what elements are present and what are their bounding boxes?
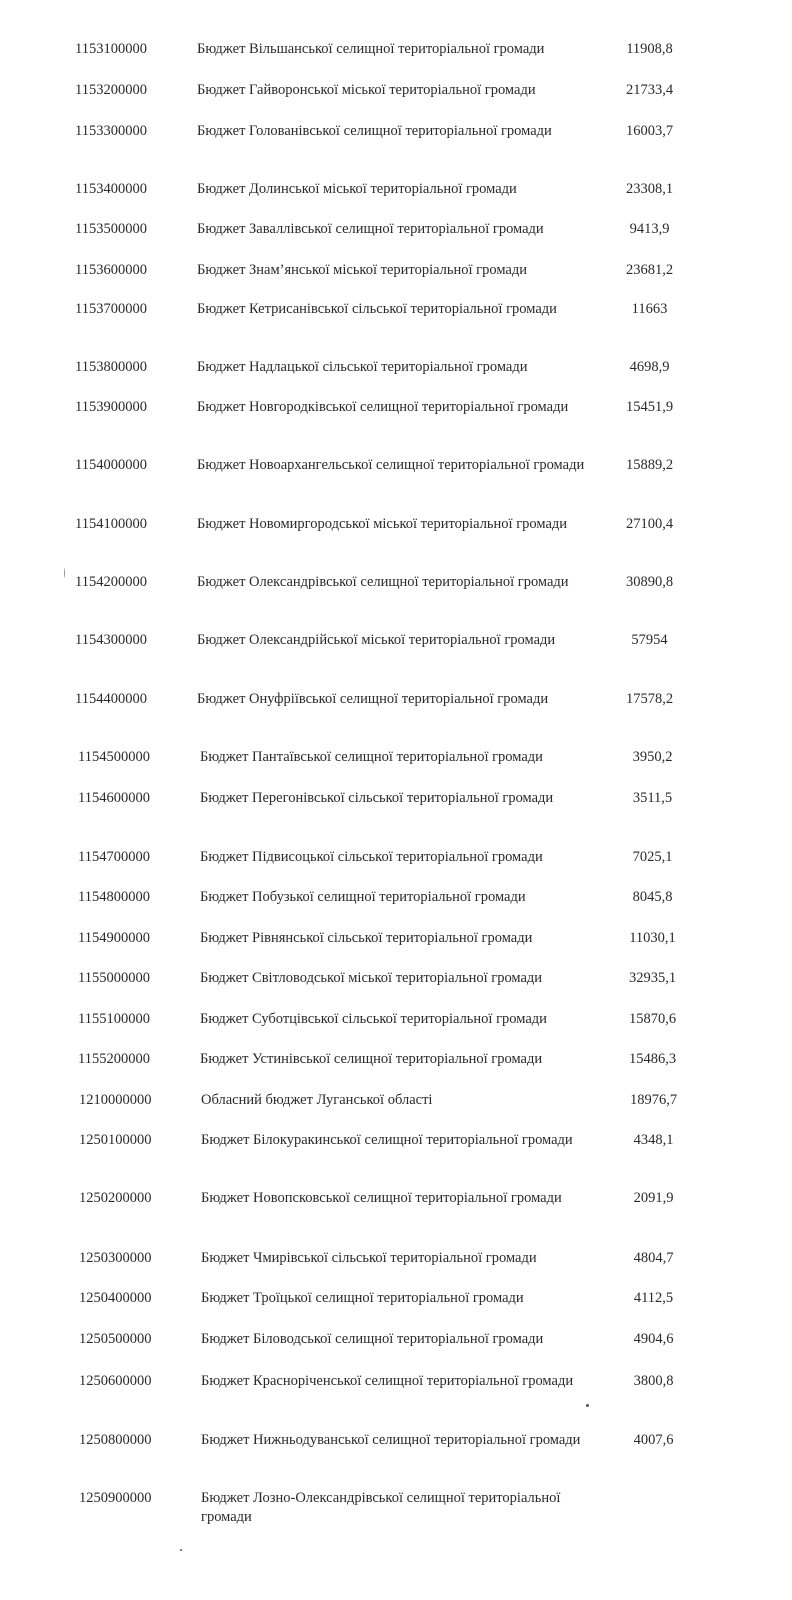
budget-code: 1250300000 [79,1250,152,1266]
budget-name: Бюджет Знам’янської міської територіальної громади [197,262,527,278]
budget-code: 1210000000 [79,1092,152,1108]
budget-name: Бюджет Рівнянської сільської територіальної громади [200,930,533,946]
budget-code: 1153400000 [75,181,147,197]
budget-amount: 11908,8 [626,41,673,57]
budget-amount: 11030,1 [629,930,676,946]
budget-name: Бюджет Нижньодуванської селищної територіальної громади [201,1432,581,1448]
budget-name: Бюджет Кетрисанівської сільської територіальної громади [197,301,557,317]
budget-name: Бюджет Пантаївської селищної територіальної громади [200,749,543,765]
budget-name: Бюджет Світловодської міської територіальної громади [200,970,543,986]
budget-amount: 8045,8 [632,889,673,905]
budget-name: Бюджет Новгородківської селищної територіальної громади [197,399,569,415]
budget-amount: 27100,4 [625,516,674,532]
budget-code: 1155100000 [78,1011,150,1027]
budget-code: 1250800000 [79,1432,152,1448]
budget-amount: 23681,2 [625,262,674,278]
budget-amount: 3511,5 [632,790,673,806]
budget-code: 1154500000 [78,749,150,765]
budget-amount: 3800,8 [633,1373,674,1389]
budget-amount: 4348,1 [633,1132,674,1148]
budget-amount: 2091,9 [633,1190,674,1206]
budget-code: 1154300000 [75,632,147,648]
budget-code: 1154900000 [78,930,150,946]
budget-amount: 17578,2 [625,691,674,707]
scan-speck [180,1549,182,1551]
budget-name: Бюджет Устинівської селищної територіальної громади [200,1051,543,1067]
budget-name: Бюджет Побузької селищної територіальної громади [200,889,526,905]
budget-amount: 23308,1 [625,181,674,197]
budget-name: Обласний бюджет Луганської області [201,1092,433,1108]
budget-code: 1153600000 [75,262,147,278]
budget-code: 1154000000 [75,457,147,473]
budget-code: 1153200000 [75,82,147,98]
budget-amount: 9413,9 [629,221,670,237]
budget-amount: 4112,5 [633,1290,674,1306]
budget-code: 1154100000 [75,516,147,532]
budget-amount: 11663 [631,301,668,317]
budget-name: Бюджет Олександрійської міської територіальної громади [197,632,556,648]
budget-amount: 21733,4 [625,82,674,98]
budget-code: 1250600000 [79,1373,152,1389]
budget-code: 1153700000 [75,301,147,317]
budget-amount: 18976,7 [629,1092,678,1108]
budget-amount: 15451,9 [625,399,674,415]
budget-name: Бюджет Долинської міської територіальної громади [197,181,517,197]
budget-name: Бюджет Заваллівської селищної територіальної громади [197,221,544,237]
budget-code: 1250200000 [79,1190,152,1206]
budget-amount: 4007,6 [633,1432,674,1448]
budget-name: Бюджет Перегонівської сільської територіальної громади [200,790,554,806]
budget-name: Бюджет Вільшанської селищної територіальної громади [197,41,545,57]
budget-name: Бюджет Суботцівської сільської територіальної громади [200,1011,547,1027]
budget-amount: 4698,9 [629,359,670,375]
budget-amount: 16003,7 [625,123,674,139]
scan-speck [586,1404,589,1407]
budget-code: 1154200000 [75,574,147,590]
budget-name: Бюджет Гайворонської міської територіальної громади [197,82,536,98]
budget-amount: 30890,8 [625,574,674,590]
budget-code: 1154800000 [78,889,150,905]
budget-code: 1153100000 [75,41,147,57]
budget-name: Бюджет Красноріченської селищної територіальної громади [201,1373,574,1389]
budget-name: Бюджет Біловодської селищної територіальної громади [201,1331,544,1347]
budget-name: Бюджет Підвисоцької сільської територіальної громади [200,849,543,865]
budget-amount: 15889,2 [625,457,674,473]
budget-name: Бюджет Новомиргородської міської територіальної громади [197,516,568,532]
budget-code: 1154600000 [78,790,150,806]
budget-amount: 15486,3 [628,1051,677,1067]
budget-name: Бюджет Лозно-Олександрівської селищної територіальної громади [201,1490,561,1525]
budget-code: 1153500000 [75,221,147,237]
budget-code: 1155200000 [78,1051,150,1067]
budget-amount: 7025,1 [632,849,673,865]
budget-name: Бюджет Білокуракинської селищної територіальної громади [201,1132,573,1148]
budget-code: 1154700000 [78,849,150,865]
budget-name: Бюджет Чмирівської сільської територіальної громади [201,1250,537,1266]
budget-code: 1250100000 [79,1132,152,1148]
budget-name: Бюджет Онуфріївської селищної територіальної громади [197,691,549,707]
budget-code: 1154400000 [75,691,147,707]
budget-name: Бюджет Надлацької сільської територіальної громади [197,359,528,375]
budget-code: 1155000000 [78,970,150,986]
budget-name: Бюджет Троїцької селищної територіальної громади [201,1290,524,1306]
budget-amount: 15870,6 [628,1011,677,1027]
budget-code: 1250900000 [79,1490,152,1506]
budget-code: 1250400000 [79,1290,152,1306]
budget-amount: 4804,7 [633,1250,674,1266]
budget-name: Бюджет Голованівської селищної територіальної громади [197,123,552,139]
budget-name: Бюджет Олександрівської селищної територіальної громади [197,574,569,590]
budget-amount: 3950,2 [632,749,673,765]
budget-amount: 4904,6 [633,1331,674,1347]
budget-amount: 32935,1 [628,970,677,986]
budget-name: Бюджет Новоархангельської селищної територіальної громади [197,457,585,473]
budget-code: 1153300000 [75,123,147,139]
budget-code: 1250500000 [79,1331,152,1347]
budget-code: 1153900000 [75,399,147,415]
budget-name: Бюджет Новопсковської селищної територіальної громади [201,1190,562,1206]
budget-code: 1153800000 [75,359,147,375]
scan-speck [64,568,65,578]
budget-amount: 57954 [631,632,668,648]
